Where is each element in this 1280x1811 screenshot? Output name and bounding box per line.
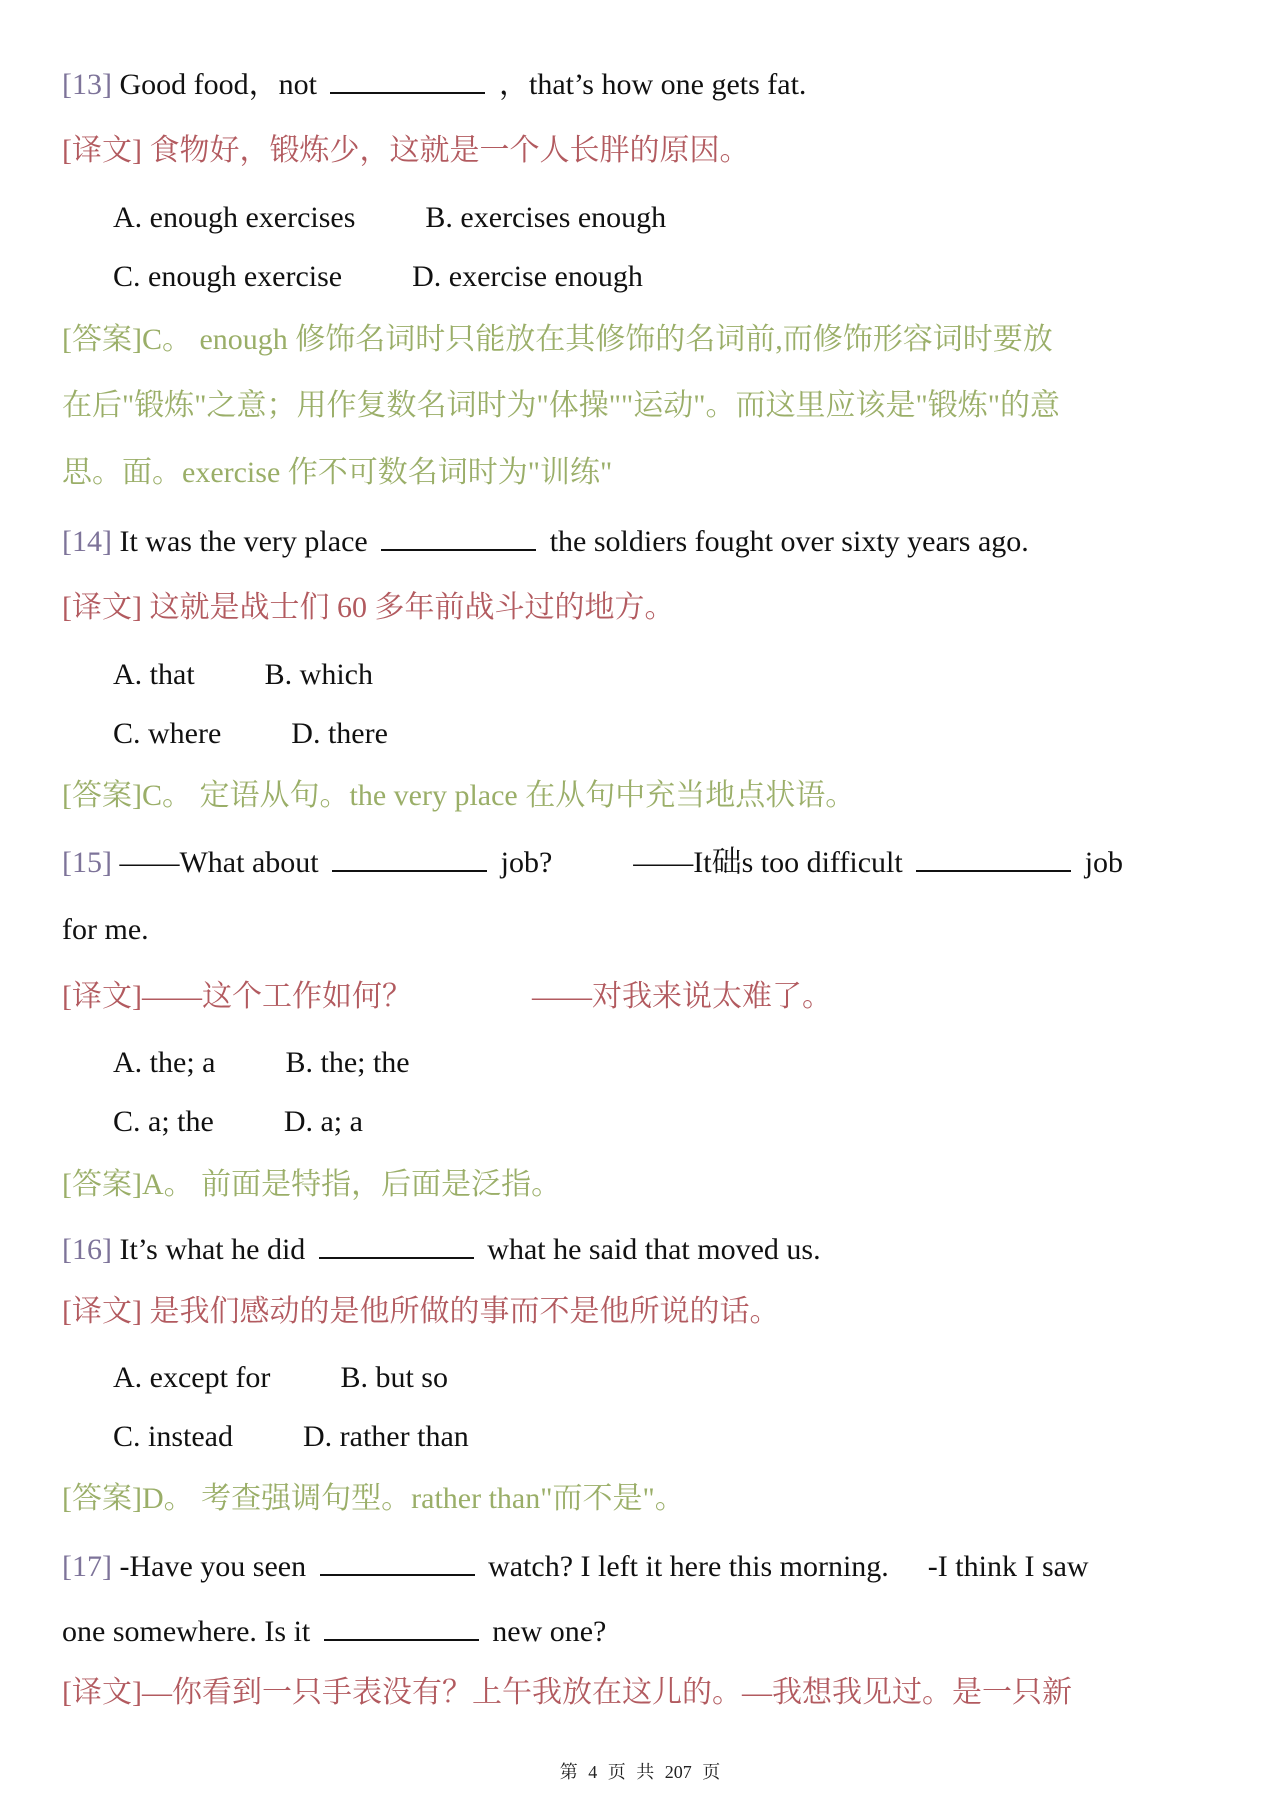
question-14-translation xyxy=(62,588,674,628)
question-13-stem xyxy=(62,65,806,105)
translation-label: [译文] xyxy=(62,1295,142,1328)
answer-text: A。 前面是特指，后面是泛指。 xyxy=(141,1168,562,1201)
option-b: B. the; the xyxy=(285,1046,410,1079)
question-14-options-ab xyxy=(113,655,373,695)
stem-text: job? xyxy=(500,846,553,879)
option-b: B. but so xyxy=(340,1361,448,1394)
option-a: A. that xyxy=(113,658,195,691)
option-a: A. except for xyxy=(113,1361,271,1394)
stem-text: -I think I saw xyxy=(927,1550,1089,1583)
question-number: [15] xyxy=(62,846,112,879)
answer-text: 在后"锻炼"之意；用作复数名词时为"体操""运动"。而这里应该是"锻炼"的意 xyxy=(62,389,1060,422)
option-d: D. a; a xyxy=(283,1105,363,1138)
question-13-answer-line-3 xyxy=(62,453,612,493)
question-13-answer-line-1 xyxy=(62,320,1053,360)
option-b: B. exercises enough xyxy=(425,201,667,234)
question-number: [14] xyxy=(62,525,112,558)
option-c: C. enough exercise xyxy=(113,260,343,293)
page-number: 第 4 页 共 207 页 xyxy=(559,1762,721,1782)
answer-label: [答案] xyxy=(62,323,142,356)
answer-blank xyxy=(319,1231,474,1259)
answer-text: 思。面。exercise 作不可数名词时为"训练" xyxy=(62,456,613,489)
question-17-stem-line-2 xyxy=(62,1612,606,1652)
answer-blank xyxy=(324,1613,479,1641)
question-15-stem-line-2 xyxy=(62,910,149,950)
stem-text: new one? xyxy=(492,1615,607,1648)
stem-text: for me. xyxy=(62,913,149,946)
question-13-options-ab xyxy=(113,198,666,238)
option-c: C. a; the xyxy=(113,1105,214,1138)
answer-blank xyxy=(916,844,1071,872)
question-17-stem xyxy=(62,1547,1089,1587)
question-16-answer xyxy=(62,1479,685,1519)
option-a: A. enough exercises xyxy=(113,201,356,234)
stem-text: what he said that moved us. xyxy=(487,1233,821,1266)
stem-text: It was the very place xyxy=(119,525,368,558)
question-15-stem xyxy=(62,843,1123,883)
answer-blank xyxy=(330,66,485,94)
answer-text: D。 考查强调句型。rather than"而不是"。 xyxy=(141,1482,685,1515)
answer-label: [答案] xyxy=(62,1482,142,1515)
page-footer xyxy=(0,1760,1280,1784)
stem-text: Good food，not xyxy=(119,68,317,101)
question-14-options-cd xyxy=(113,714,388,754)
option-c: C. where xyxy=(113,717,222,750)
option-d: D. there xyxy=(291,717,388,750)
answer-label: [答案] xyxy=(62,779,142,812)
question-number: [16] xyxy=(62,1233,112,1266)
stem-text: -Have you seen xyxy=(119,1550,307,1583)
answer-blank xyxy=(332,844,487,872)
translation-text: 是我们感动的是他所做的事而不是他所说的话。 xyxy=(149,1295,780,1328)
stem-text: job xyxy=(1084,846,1124,879)
question-number: [13] xyxy=(62,68,112,101)
translation-label: [译文] xyxy=(62,1676,142,1709)
question-13-translation xyxy=(62,131,749,171)
option-d: D. exercise enough xyxy=(412,260,643,293)
translation-text: ——对我来说太难了。 xyxy=(531,980,832,1013)
option-a: A. the; a xyxy=(113,1046,216,1079)
answer-text: C。 enough 修饰名词时只能放在其修饰的名词前,而修饰形容词时要放 xyxy=(141,323,1053,356)
option-d: D. rather than xyxy=(303,1420,469,1453)
option-b: B. which xyxy=(264,658,373,691)
question-15-translation xyxy=(62,977,832,1017)
answer-label: [答案] xyxy=(62,1168,142,1201)
stem-text: ，that’s how one gets fat. xyxy=(498,68,807,101)
question-15-options-cd xyxy=(113,1102,363,1142)
question-17-translation xyxy=(62,1673,1072,1713)
translation-label: [译文] xyxy=(62,980,142,1013)
option-c: C. instead xyxy=(113,1420,233,1453)
question-13-options-cd xyxy=(113,257,643,297)
stem-text: ——What about xyxy=(119,846,319,879)
answer-text: C。 定语从句。the very place 在从句中充当地点状语。 xyxy=(141,779,856,812)
question-15-options-ab xyxy=(113,1043,410,1083)
question-16-options-cd xyxy=(113,1417,469,1457)
translation-text: —你看到一只手表没有？上午我放在这儿的。—我想我见过。是一只新 xyxy=(141,1676,1072,1709)
translation-text: 这就是战士们 60 多年前战斗过的地方。 xyxy=(149,591,675,624)
question-14-stem xyxy=(62,522,1029,562)
question-16-translation xyxy=(62,1292,779,1332)
translation-text: ——这个工作如何？ xyxy=(141,980,412,1013)
question-16-options-ab xyxy=(113,1358,448,1398)
question-13-answer-line-2 xyxy=(62,386,1060,426)
stem-text: one somewhere. Is it xyxy=(62,1615,311,1648)
stem-text: ——It础s too difficult xyxy=(633,846,903,879)
stem-text: watch? I left it here this morning. xyxy=(488,1550,889,1583)
stem-text: the soldiers fought over sixty years ago. xyxy=(549,525,1029,558)
answer-blank xyxy=(381,523,536,551)
question-number: [17] xyxy=(62,1550,112,1583)
answer-blank xyxy=(320,1548,475,1576)
stem-text: It’s what he did xyxy=(119,1233,306,1266)
question-16-stem xyxy=(62,1230,821,1270)
question-15-answer xyxy=(62,1165,561,1205)
translation-label: [译文] xyxy=(62,134,142,167)
translation-text: 食物好，锻炼少，这就是一个人长胖的原因。 xyxy=(149,134,750,167)
translation-label: [译文] xyxy=(62,591,142,624)
question-14-answer xyxy=(62,776,855,816)
